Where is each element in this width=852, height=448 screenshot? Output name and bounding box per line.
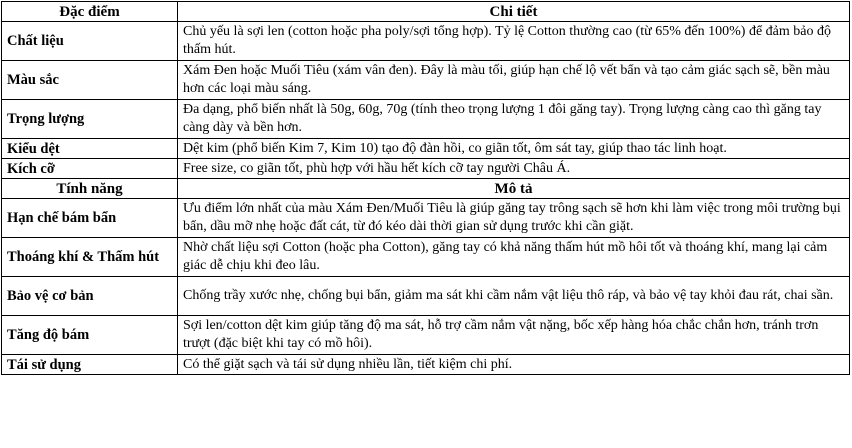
row-label-protection: Bảo vệ cơ bản [2,277,178,316]
row-text-size: Free size, co giãn tốt, phù hợp với hầu hết kích cỡ tay người Châu Á. [178,159,850,179]
header-feature: Tính năng [2,179,178,199]
table-row [2,22,850,61]
spec-table-container [1,1,850,375]
row-label-breathability: Thoáng khí & Thấm hút [2,238,178,277]
row-text-reuse: Có thể giặt sạch và tái sử dụng nhiều lần, tiết kiệm chi phí. [178,355,850,375]
table-row [2,238,850,277]
row-label-reuse: Tái sử dụng [2,355,178,375]
header-row-details [2,2,850,22]
row-text-breathability: Nhờ chất liệu sợi Cotton (hoặc pha Cotton), găng tay có khả năng thấm hút mồ hôi tốt và thoáng khí, mang lại cảm giác dễ chịu khi đeo lâu. [178,238,850,277]
row-label-size: Kích cỡ [2,159,178,179]
table-row [2,316,850,355]
header-description: Mô tả [178,179,850,199]
row-text-weave: Dệt kim (phổ biến Kim 7, Kim 10) tạo độ đàn hồi, co giãn tốt, ôm sát tay, giúp thao tác linh hoạt. [178,139,850,159]
header-row-features [2,179,850,199]
row-label-material: Chất liệu [2,22,178,61]
table-row [2,159,850,179]
header-characteristic: Đặc điểm [2,2,178,22]
row-text-dirt-resistance: Ưu điểm lớn nhất của màu Xám Đen/Muối Tiêu là giúp găng tay trông sạch sẽ hơn khi làm việc trong môi trường bụi bẩn, dầu mỡ nhẹ hoặc đất cát, từ đó kéo dài thời gian sử dụng trước khi cần giặt. [178,199,850,238]
row-label-grip: Tăng độ bám [2,316,178,355]
row-label-weight: Trọng lượng [2,100,178,139]
table-row [2,61,850,100]
table-row [2,277,850,316]
row-text-protection: Chống trầy xước nhẹ, chống bụi bẩn, giảm ma sát khi cầm nắm vật liệu thô ráp, và bảo vệ tay khỏi đau rát, chai sần. [178,277,850,316]
row-label-dirt-resistance: Hạn chế bám bẩn [2,199,178,238]
table-row [2,139,850,159]
row-label-color: Màu sắc [2,61,178,100]
table-row [2,355,850,375]
header-detail: Chi tiết [178,2,850,22]
row-text-color: Xám Đen hoặc Muối Tiêu (xám vân đen). Đây là màu tối, giúp hạn chế lộ vết bẩn và tạo cảm giác sạch sẽ, bền màu hơn các loại màu sáng. [178,61,850,100]
table-row [2,100,850,139]
row-text-material: Chủ yếu là sợi len (cotton hoặc pha poly/sợi tổng hợp). Tỷ lệ Cotton thường cao (từ 65% đến 100%) để đảm bảo độ thấm hút. [178,22,850,61]
spec-table [1,1,850,375]
row-label-weave: Kiểu dệt [2,139,178,159]
row-text-grip: Sợi len/cotton dệt kim giúp tăng độ ma sát, hỗ trợ cầm nắm vật nặng, bốc xếp hàng hóa chắc chắn hơn, tránh trơn trượt (đặc biệt khi tay có mồ hôi). [178,316,850,355]
row-text-weight: Đa dạng, phổ biến nhất là 50g, 60g, 70g (tính theo trọng lượng 1 đôi găng tay). Trọng lượng càng cao thì găng tay càng dày và bền hơn. [178,100,850,139]
table-row [2,199,850,238]
